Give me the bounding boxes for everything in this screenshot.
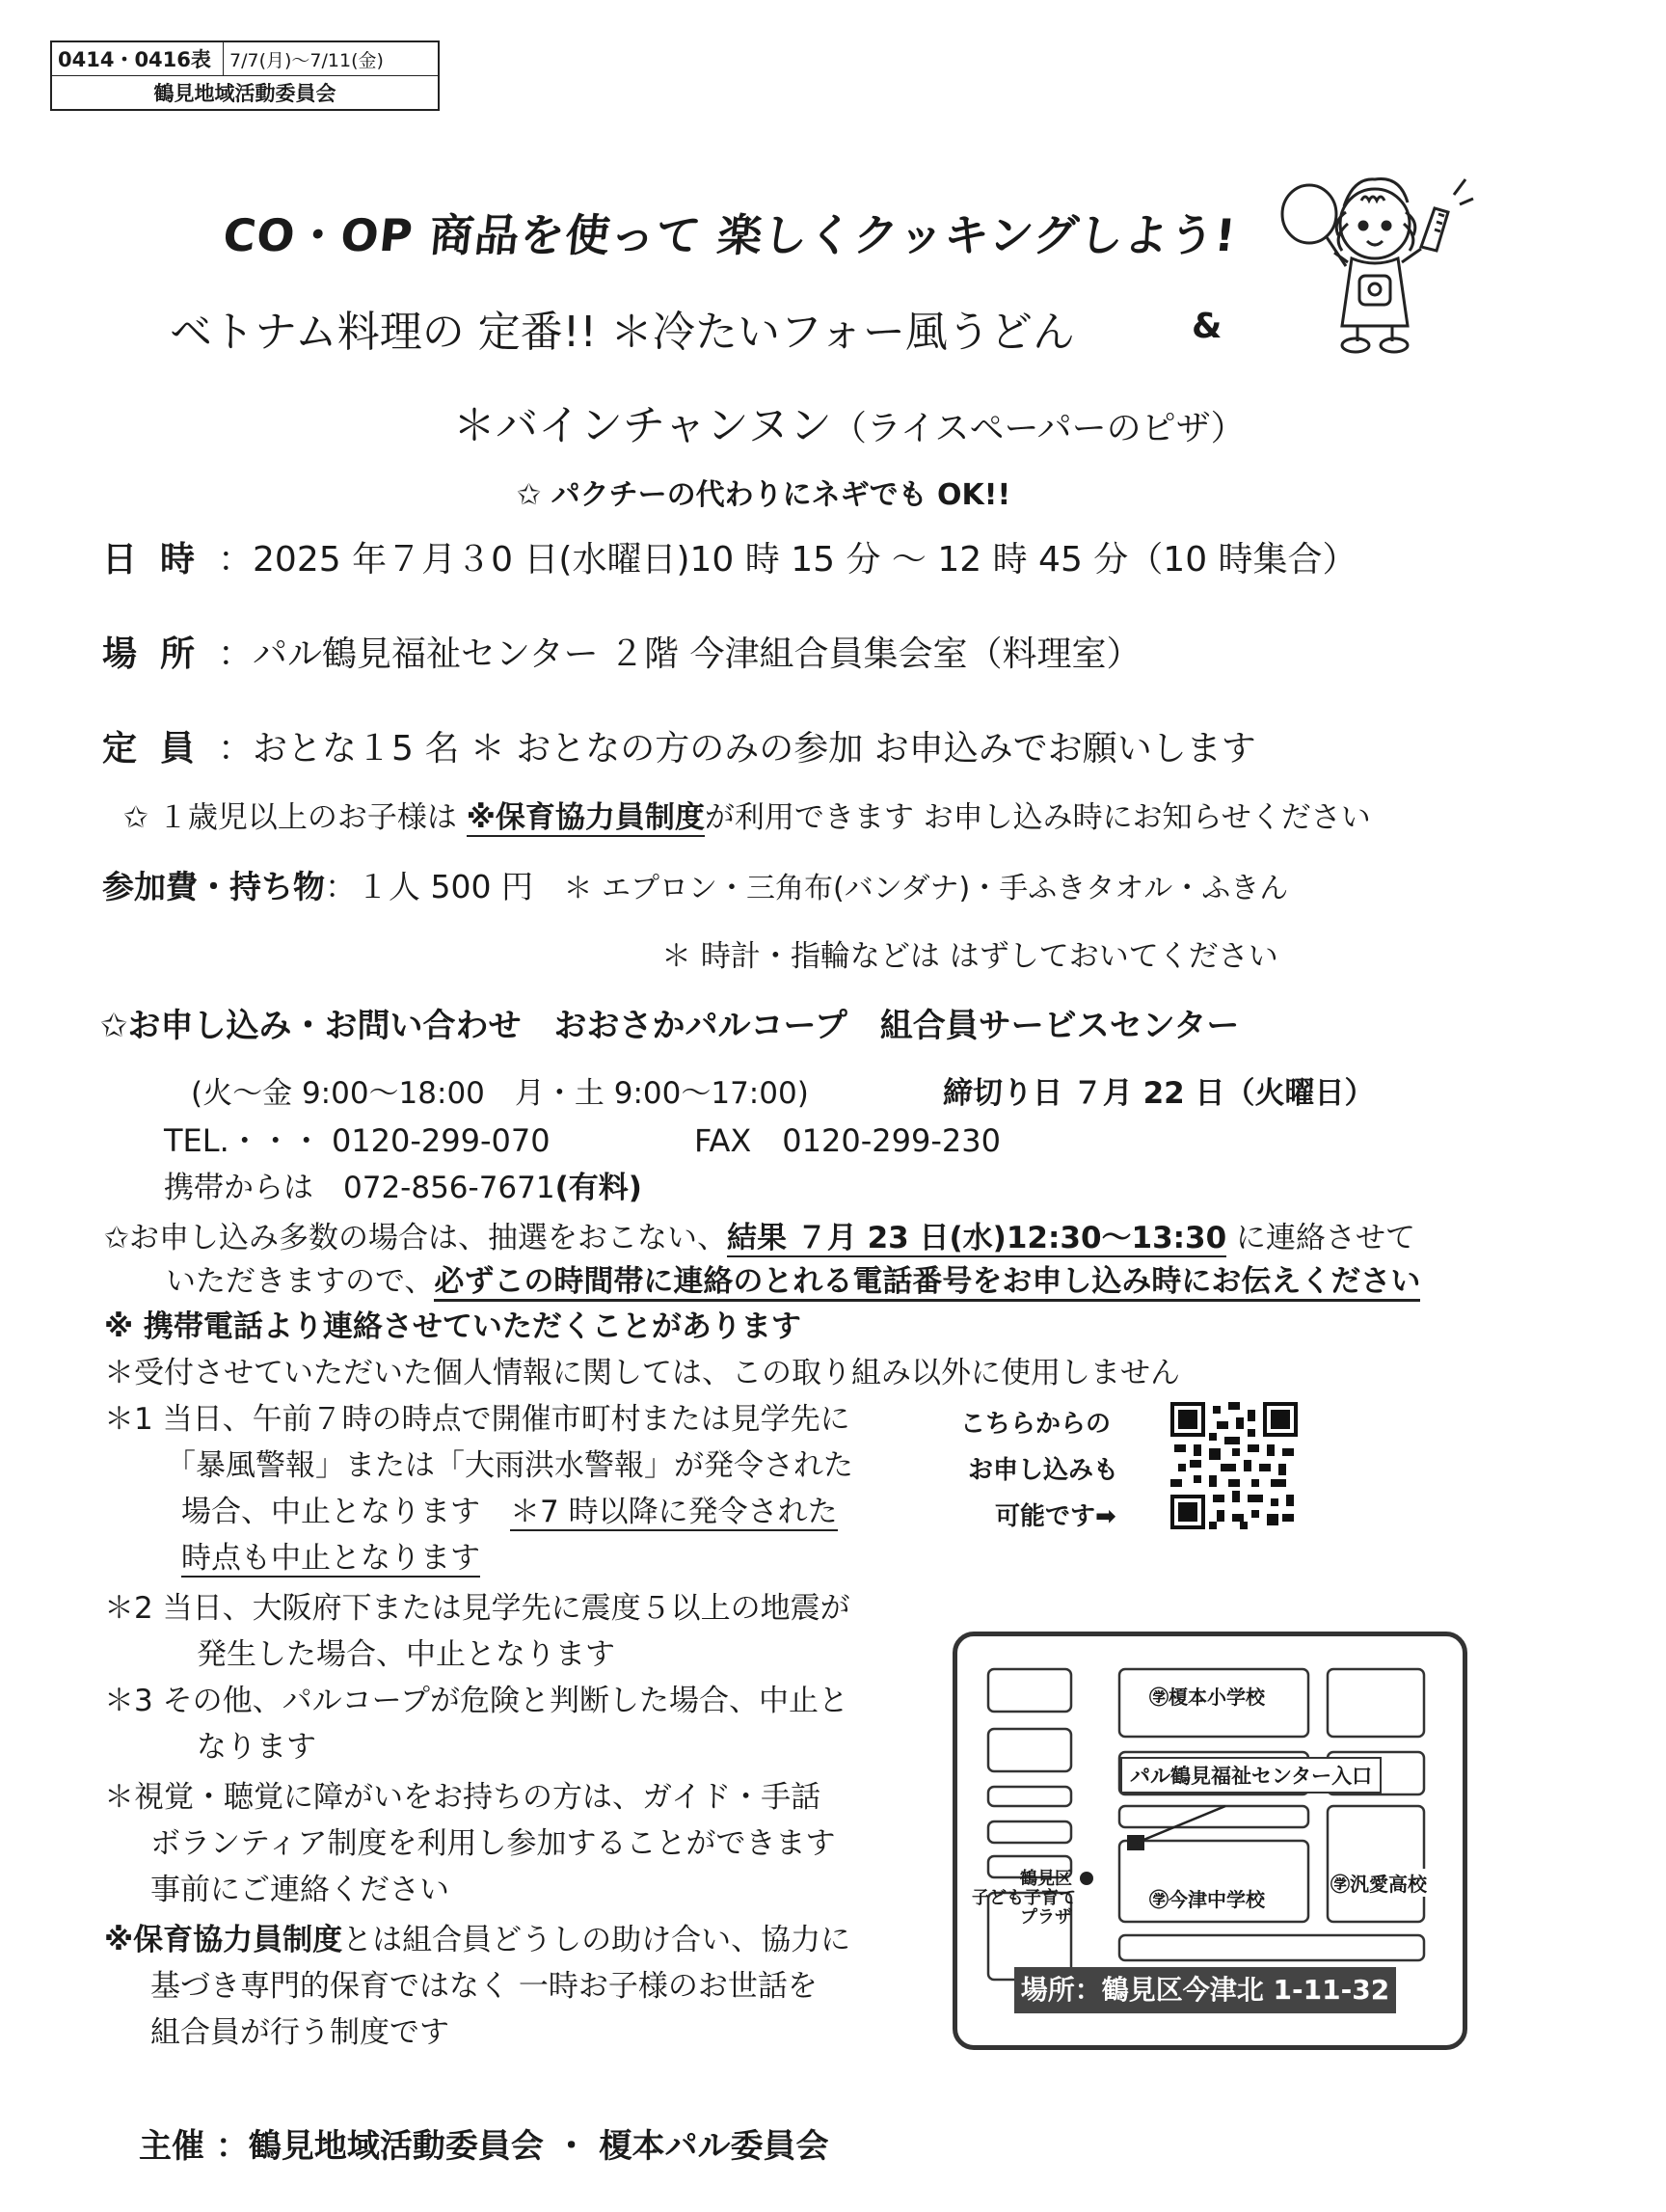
privacy-note: ＊受付させていただいた個人情報に関しては、この取り組み以外に使用しません: [104, 1356, 1180, 1390]
mobile-paid-note: (有料): [554, 1171, 642, 1205]
items-list: ＊ エプロン・三角布(バンダナ)・手ふきタオル・ふきん: [563, 872, 1289, 905]
ampersand: &: [1192, 307, 1223, 346]
map-plaza-line1: 鶴見区: [1020, 1869, 1072, 1889]
lottery-note-line1: [104, 1213, 1415, 1256]
accessibility-line2: ボランティア制度を利用し参加することができます: [150, 1826, 836, 1861]
subtitle-line-1: ベトナム料理の 定番!! ＊冷たいフォー風うどん: [170, 308, 1075, 357]
fee-value: ：１人 500 円: [325, 868, 533, 905]
tel-number: TEL.・・・ 0120-299-070: [164, 1122, 551, 1159]
child-care-note: [123, 793, 1371, 836]
contact-heading: ✩お申し込み・お問い合わせ おおさかパルコープ 組合員サービスセンター: [100, 1007, 1240, 1045]
date-value: ：2025 年７月３0 日(水曜日)10 時 15 分 ～ 12 時 45 分（10 時集合）: [218, 540, 1357, 580]
cancel-3-line1: ＊3 その他、パルコープが危険と判断した場合、中止と: [104, 1684, 849, 1718]
cancel-1-line4-text: 時点も中止となります: [181, 1541, 480, 1576]
child-note-post: が利用できます お申し込み時にお知らせください: [704, 800, 1371, 835]
fee-row: [102, 862, 1288, 907]
mobile-contact-note: ※ 携帯電話より連絡させていただくことがあります: [104, 1309, 801, 1344]
child-note-underlined: ※保育協力員制度: [466, 800, 705, 835]
capacity-row: [102, 721, 1256, 770]
care-system-line3: 組合員が行う制度です: [150, 2015, 449, 2050]
doc-code: 0414・0416表: [51, 41, 224, 76]
cancel-1-line3a: 場合、中止となります: [181, 1495, 510, 1529]
child-note-pre: ✩ １歳児以上のお子様は: [123, 800, 467, 835]
header-table: [50, 40, 440, 111]
map-school-hanai: ㊫汎愛高校: [1330, 1869, 1427, 1897]
cancel-1-line2: 「暴風警報」または「大雨洪水警報」が発令された: [166, 1448, 853, 1483]
lottery-phone-emphasis: 必ずこの時間帯に連絡のとれる電話番号をお申し込み時にお伝えください: [434, 1264, 1420, 1302]
lottery-1c: に連絡させて: [1226, 1221, 1416, 1255]
main-title: CO・OP 商品を使って 楽しくクッキングしよう!: [220, 209, 1239, 261]
map-school-enomoto: ㊫榎本小学校: [1149, 1682, 1265, 1710]
cancel-1-line3: [181, 1487, 838, 1530]
mobile-number: [164, 1163, 642, 1206]
date-row: [102, 532, 1357, 581]
care-system-desc: とは組合員どうしの助け合い、協力に: [342, 1923, 851, 1957]
map-address: 場所：鶴見区今津北 1-11-32: [1014, 1967, 1396, 2013]
dish-description: （ライスペーパーのピザ）: [831, 409, 1246, 448]
lottery-1a: ✩お申し込み多数の場合は、抽選をおこない、: [104, 1221, 727, 1255]
care-system-line2: 基づき専門的保育ではなく 一時お子様のお世話を: [150, 1969, 818, 2004]
map-school-imazu: ㊫今津中学校: [1149, 1884, 1265, 1912]
doc-org: 鶴見地域活動委員会: [51, 76, 439, 111]
date-label: 日時: [102, 540, 219, 580]
dish-name: ＊バインチャンヌン: [453, 401, 832, 450]
mobile-number-text: 携帯からは 072-856-7671: [164, 1171, 555, 1205]
service-hours: (火～金 9:00～18:00 月・土 9:00～17:00): [191, 1076, 809, 1111]
cancel-1-line3b: ＊7 時以降に発令された: [510, 1495, 838, 1529]
qr-text-line2: お申し込みも: [968, 1456, 1119, 1485]
cancel-1-line4: [181, 1533, 480, 1577]
map-entrance-label: パル鶴見福祉センター入口: [1120, 1757, 1382, 1794]
cancel-1-line1: ＊1 当日、午前７時の時点で開催市町村または見学先に: [104, 1402, 850, 1437]
map-plaza-line3: プラザ: [1020, 1907, 1072, 1928]
care-system-term: ※保育協力員制度: [104, 1923, 343, 1957]
subtitle-line-2: [453, 391, 1246, 452]
place-label: 場所: [102, 634, 219, 674]
deadline: 締切り日 ７月 22 日（火曜日）: [943, 1076, 1375, 1111]
place-value: ：パル鶴見福祉センター ２階 今津組合員集会室（料理室）: [218, 634, 1142, 674]
accessibility-line1: ＊視覚・聴覚に障がいをお持ちの方は、ガイド・手話: [104, 1780, 821, 1815]
capacity-value: ：おとな１5 名 ＊ おとなの方のみの参加 お申込みでお願いします: [218, 729, 1256, 769]
map-plaza-line2: 子ども子育て: [972, 1888, 1076, 1908]
fee-label: 参加費・持ち物: [102, 868, 325, 905]
fax-number: FAX 0120-299-230: [694, 1122, 1001, 1159]
care-system-line1: [104, 1915, 850, 1958]
qr-code[interactable]: [1170, 1402, 1298, 1529]
organizer: 主催 ：鶴見地域活動委員会 ・ 榎本パル委員会: [139, 2127, 829, 2166]
cancel-3-line2: なります: [197, 1730, 316, 1765]
cooking-girl-illustration: [1271, 166, 1475, 355]
cancel-2-line1: ＊2 当日、大阪府下または見学先に震度５以上の地震が: [104, 1591, 850, 1626]
items-list-2: ＊ 時計・指輪などは はずしておいてください: [661, 939, 1278, 974]
lottery-result-date: 結果 ７月 23 日(水)12:30～13:30: [726, 1221, 1227, 1255]
qr-text-line1: こちらからの: [960, 1410, 1112, 1439]
doc-dates: 7/7(月)～7/11(金): [224, 41, 440, 76]
capacity-label: 定員: [102, 729, 219, 769]
cancel-2-line2: 発生した場合、中止となります: [197, 1637, 615, 1672]
qr-text-line3: 可能です➡: [995, 1502, 1116, 1531]
lottery-note-line2: [166, 1256, 1420, 1300]
pakuchi-note: ✩ パクチーの代わりにネギでも OK!!: [517, 478, 1011, 512]
place-row: [102, 627, 1141, 676]
accessibility-line3: 事前にご連絡ください: [150, 1873, 449, 1907]
lottery-2a: いただきますので、: [166, 1264, 435, 1299]
